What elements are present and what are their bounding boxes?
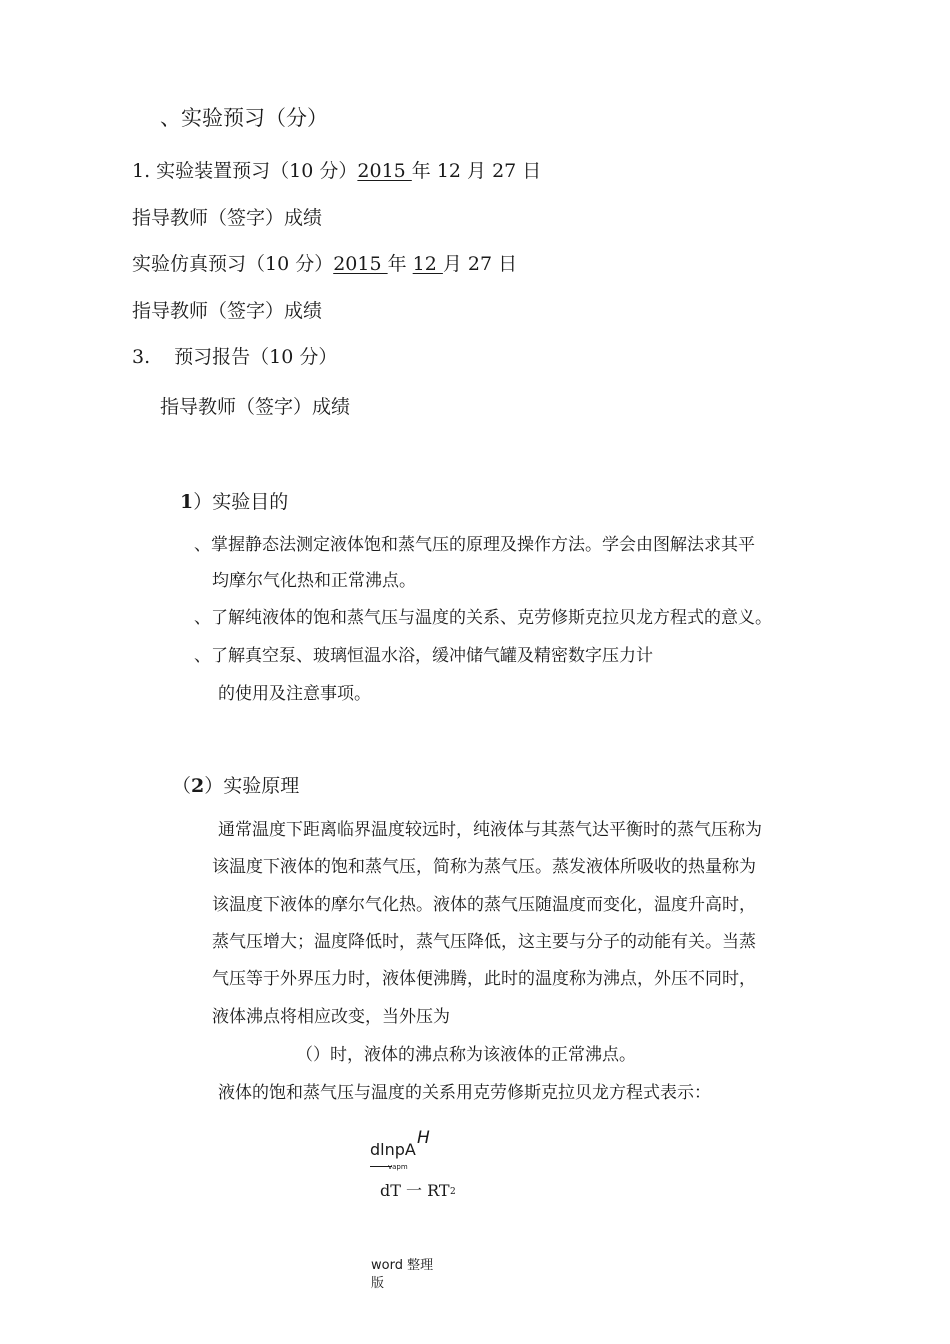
formula-h-symbol: H xyxy=(417,1128,430,1148)
item-2-date-tail: 月 27 日 xyxy=(442,253,518,275)
item-2-year: 2015 xyxy=(333,253,388,275)
principle-line-4: 蒸气压增大；温度降低时，蒸气压降低，这主要与分子的动能有关。当蒸 xyxy=(212,932,756,952)
principle-heading xyxy=(172,775,299,798)
section-title: 、实验预习（分） xyxy=(160,106,328,130)
footer-line-1: word 整理 xyxy=(371,1258,434,1273)
principle-open-paren: （ xyxy=(172,775,192,797)
clausius-clapeyron-formula xyxy=(370,1130,490,1210)
purpose-line-2: 均摩尔气化热和正常沸点。 xyxy=(212,571,416,591)
item-3-signature: 指导教师（签字）成绩 xyxy=(160,396,351,418)
item-2-signature: 指导教师（签字）成绩 xyxy=(132,300,323,322)
formula-numerator: dlnpA xyxy=(370,1140,416,1159)
item-1-year: 2015 xyxy=(357,160,412,182)
item-2-label: 实验仿真预习（10 分） xyxy=(132,253,334,275)
item-2-year-suffix: 年 xyxy=(387,253,413,275)
item-3-line xyxy=(132,346,337,369)
formula-exponent: 2 xyxy=(450,1187,456,1197)
principle-line-2: 该温度下液体的饱和蒸气压，简称为蒸气压。蒸发液体所吸收的热量称为 xyxy=(212,857,756,877)
principle-line-3: 该温度下液体的摩尔气化热。液体的蒸气压随温度而变化，温度升高时， xyxy=(212,895,756,915)
formula-subscript: vapm xyxy=(388,1163,408,1171)
item-1-signature: 指导教师（签字）成绩 xyxy=(132,207,323,229)
purpose-number: 1 xyxy=(180,491,194,513)
principle-title: ）实验原理 xyxy=(204,775,300,797)
purpose-line-4: 、了解真空泵、玻璃恒温水浴，缓冲储气罐及精密数字压力计 xyxy=(194,646,653,666)
footer-line-2: 版 xyxy=(371,1275,385,1291)
item-1-line xyxy=(132,160,541,183)
purpose-title: ）实验目的 xyxy=(193,491,289,513)
item-3-label: 预习报告（10 分） xyxy=(174,346,338,368)
item-2-month: 12 xyxy=(412,253,443,275)
principle-line-1: 通常温度下距离临界温度较远时，纯液体与其蒸气达平衡时的蒸气压称为 xyxy=(218,820,762,840)
principle-line-8: 液体的饱和蒸气压与温度的关系用克劳修斯克拉贝龙方程式表示： xyxy=(218,1083,711,1103)
principle-line-6: 液体沸点将相应改变，当外压为 xyxy=(212,1007,450,1027)
purpose-line-1: 、掌握静态法测定液体饱和蒸气压的原理及操作方法。学会由图解法求其平 xyxy=(194,535,755,555)
principle-line-7: （）时，液体的沸点称为该液体的正常沸点。 xyxy=(296,1045,636,1065)
purpose-line-5: 的使用及注意事项。 xyxy=(218,684,371,704)
item-2-line xyxy=(132,253,517,276)
item-1-label: 1. 实验装置预习（10 分） xyxy=(132,160,358,182)
item-3-number: 3. xyxy=(132,346,151,368)
purpose-heading xyxy=(180,491,288,514)
footer-watermark xyxy=(371,1257,433,1292)
item-1-date-suffix: 年 12 月 27 日 xyxy=(411,160,542,182)
formula-denominator: dT 一 RT xyxy=(380,1181,450,1200)
principle-number: 2 xyxy=(191,775,205,797)
principle-line-5: 气压等于外界压力时，液体便沸腾，此时的温度称为沸点，外压不同时， xyxy=(212,969,756,989)
purpose-line-3: 、了解纯液体的饱和蒸气压与温度的关系、克劳修斯克拉贝龙方程式的意义。 xyxy=(194,608,772,628)
